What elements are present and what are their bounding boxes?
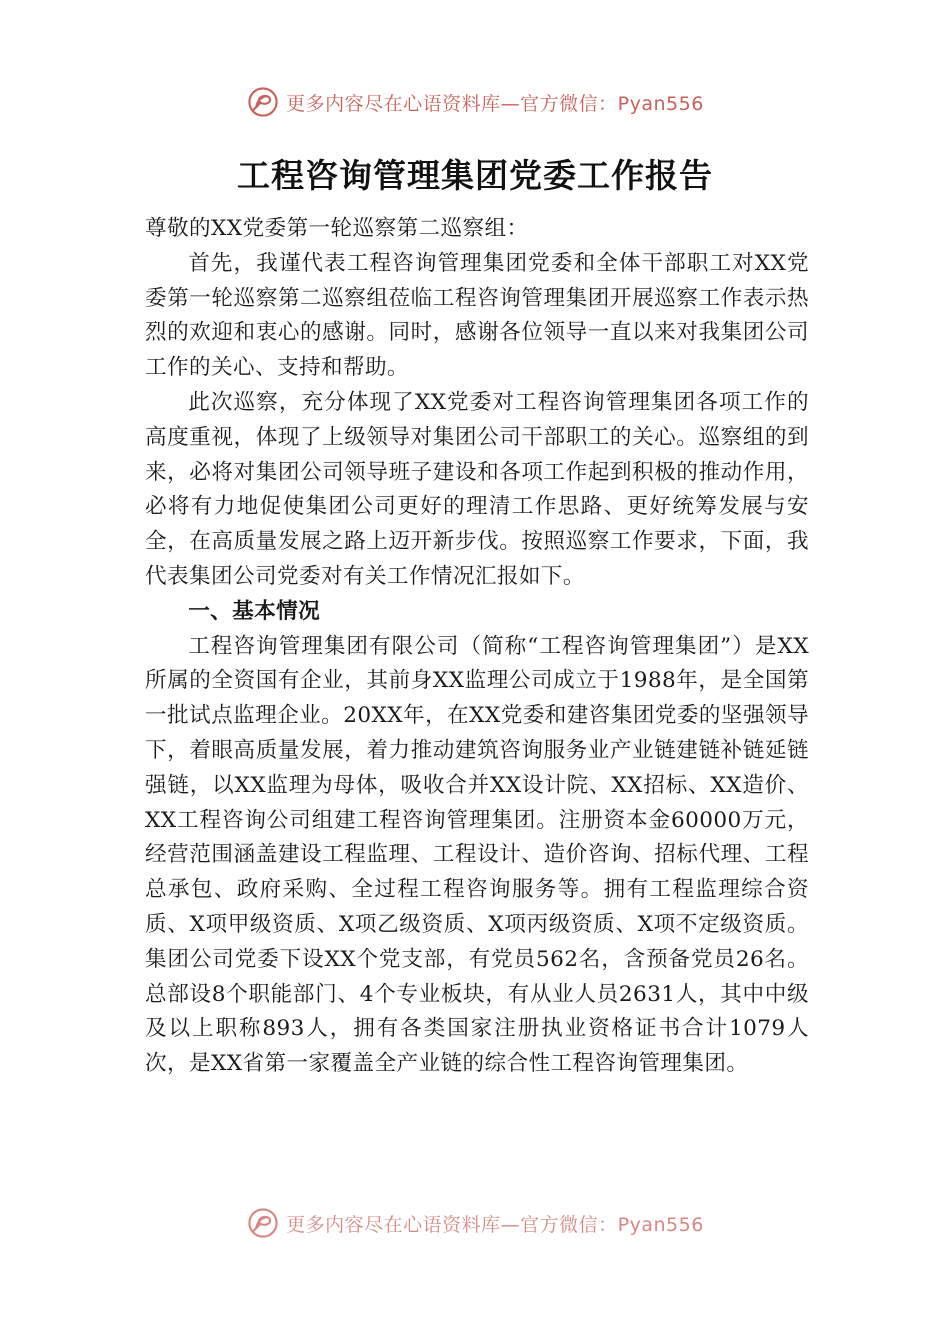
paragraph: 此次巡察，充分体现了XX党委对工程咨询管理集团各项工作的高度重视，体现了上级领导对集团公司干部职工的关心。巡察组的到来，必将对集团公司领导班子建设和各项工作起到积极的推动作用，必将有力地促使集团公司更好的理清工作思路、更好统筹发展与安全，在高质量发展之路上迈开新步伐。按照巡察工作要求，下面，我代表集团公司党委对有关工作情况汇报如下。 bbox=[145, 389, 809, 589]
flower-logo-icon bbox=[246, 85, 280, 119]
flower-logo-icon bbox=[246, 1206, 280, 1240]
paragraph: 首先，我谨代表工程咨询管理集团党委和全体干部职工对XX党委第一轮巡察第二巡察组莅临工程咨询管理集团开展巡察工作表示热烈的欢迎和衷心的感谢。同时，感谢各位领导一直以来对我集团公司工作的关心、支持和帮助。 bbox=[145, 250, 809, 381]
page-title: 工程咨询管理集团党委工作报告 bbox=[237, 156, 713, 195]
watermark-footer bbox=[0, 1203, 950, 1243]
paragraph: 工程咨询管理集团有限公司（简称“工程咨询管理集团”）是XX所属的全资国有企业，其前身XX监理公司成立于1988年，是全国第一批试点监理企业。20XX年，在XX党委和建咨集团党委的坚强领导下，着眼高质量发展，着力推动建筑咨询服务业产业链建链补链延链强链，以XX监理为母体，吸收合并XX设计院、XX招标、XX造价、XX工程咨询公司组建工程咨询管理集团。注册资本金60000万元，经营范围涵盖建设工程监理、工程设计、造价咨询、招标代理、工程总承包、政府采购、全过程工程咨询服务等。拥有工程监理综合资质、X项甲级资质、X项乙级资质、X项丙级资质、X项不定级资质。集团公司党委下设XX个党支部，有党员562名，含预备党员26名。总部设8个职能部门、4个专业板块，有从业人员2631人，其中中级及以上职称893人，拥有各类国家注册执业资格证书合计1079人次，是XX省第一家覆盖全产业链的综合性工程咨询管理集团。 bbox=[145, 633, 809, 1077]
watermark-text: 更多内容尽在心语资料库—官方微信：Pyan556 bbox=[286, 92, 704, 115]
watermark-text: 更多内容尽在心语资料库—官方微信：Pyan556 bbox=[286, 1213, 704, 1236]
section-heading: 一、基本情况 bbox=[188, 598, 321, 624]
salutation: 尊敬的XX党委第一轮巡察第二巡察组： bbox=[145, 216, 529, 241]
document-body bbox=[145, 212, 809, 1082]
watermark-header bbox=[0, 82, 950, 122]
